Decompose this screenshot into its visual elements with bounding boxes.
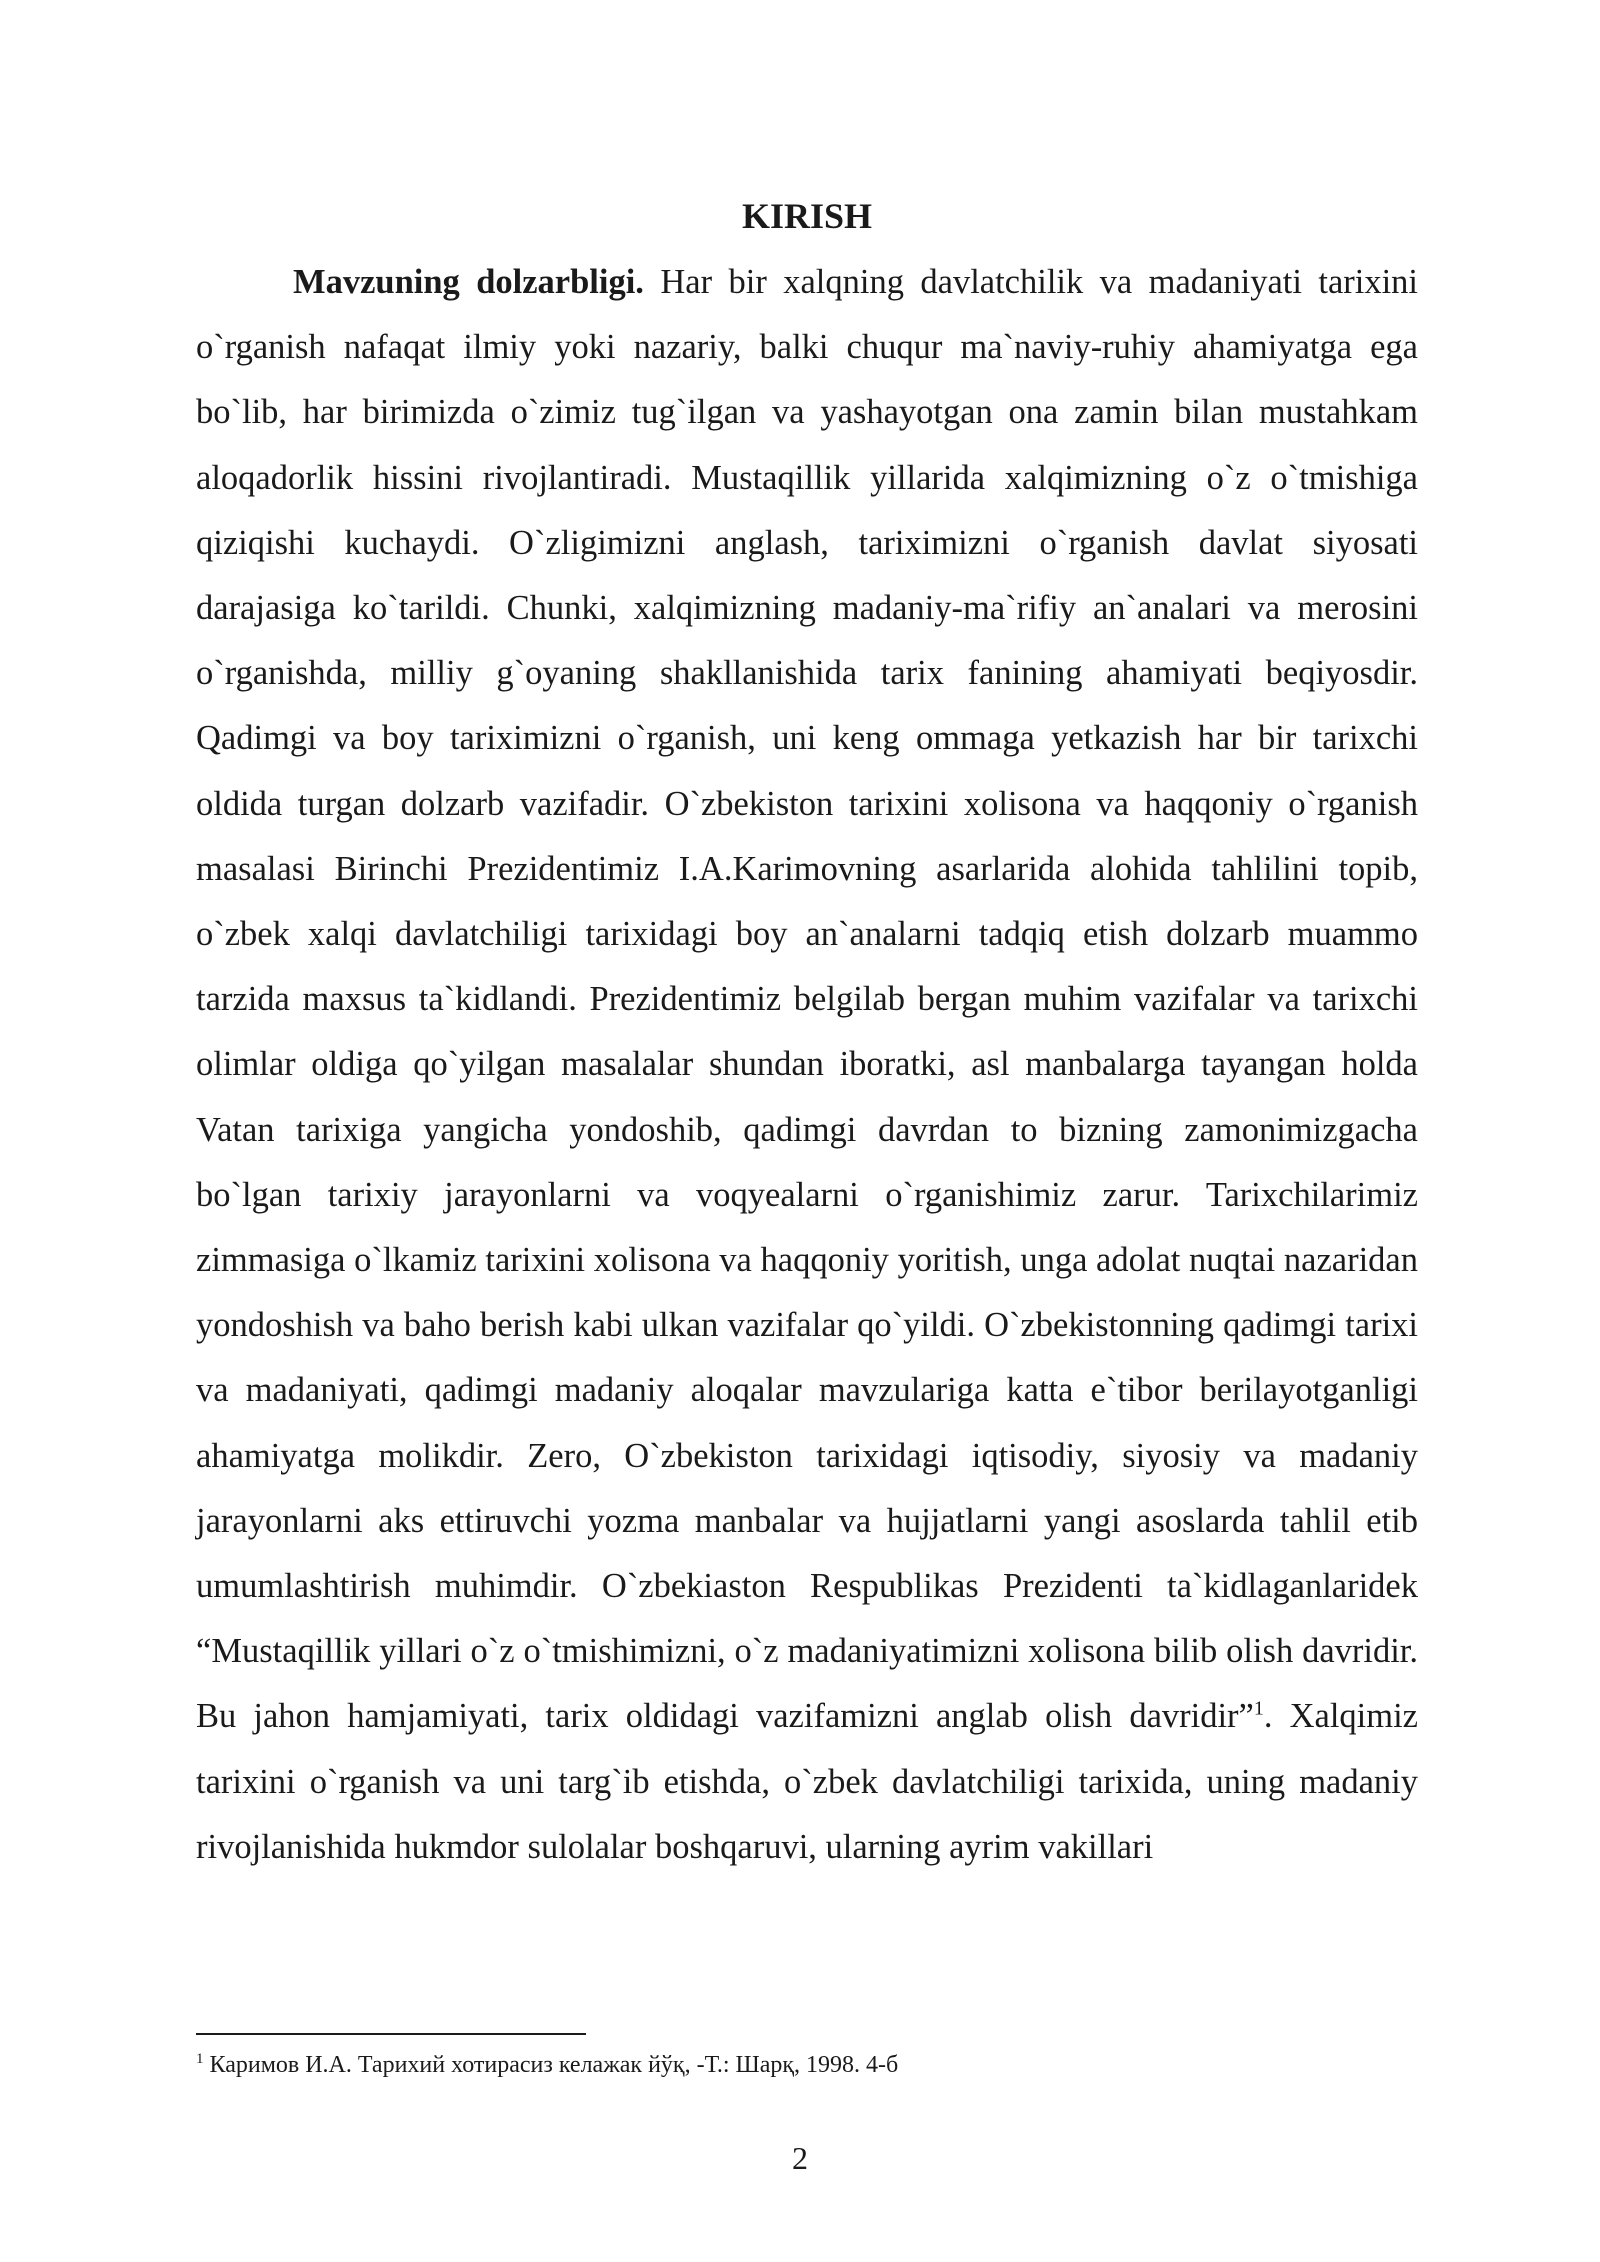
- section-heading: KIRISH: [741, 196, 873, 236]
- footnote-number: 1: [196, 2051, 204, 2067]
- body-paragraph: [196, 250, 1418, 1880]
- paragraph-lead: Mavzuning dolzarbligi.: [293, 263, 644, 301]
- paragraph-text-continued: . Xalqimiz tarixini o`rganish va uni targ`ib etishda, o`zbek davlatchiligi tarixida, uning madaniy rivojlanishida hukmdor sulolalar boshqaruvi, ularning ayrim vakillari: [196, 1697, 1418, 1866]
- page-number: 2: [792, 2140, 808, 2176]
- footnote-separator: [196, 2033, 586, 2035]
- footnote-reference[interactable]: 1: [1253, 1697, 1264, 1720]
- paragraph-text: Har bir xalqning davlatchilik va madaniyati tarixini o`rganish nafaqat ilmiy yoki nazariy, balki chuqur ma`naviy-ruhiy ahamiyatga ega bo`lib, har birimizda o`zimiz tug`ilgan va yashayotgan ona zamin bilan mustahkam aloqadorlik hissini rivojlantiradi. Mustaqillik yillarida xalqimizning o`z o`tmishiga qiziqishi kuchaydi. O`zligimizni anglash, tariximizni o`rganish davlat siyosati darajasiga ko`tarildi. Chunki, xalqimizning madaniy-ma`rifiy an`analari va merosini o`rganishda, milliy g`oyaning shakllanishida tarix fanining ahamiyati beqiyosdir. Qadimgi va boy tariximizni o`rganish, uni keng ommaga yetkazish har bir tarixchi oldida turgan dolzarb vazifadir. O`zbekiston tarixini xolisona va haqqoniy o`rganish masalasi Birinchi Prezidentimiz I.A.Karimovning asarlarida alohida tahlilini topib, o`zbek xalqi davlatchiligi tarixidagi boy an`analarni tadqiq etish dolzarb muammo tarzida maxsus ta`kidlandi. Prezidentimiz belgilab bergan muhim vazifalar va tarixchi olimlar oldiga qo`yilgan masalalar shundan iboratki, asl manbalarga tayangan holda Vatan tarixiga yangicha yondoshib, qadimgi davrdan to bizning zamonimizgacha bo`lgan tarixiy jarayonlarni va voqyealarni o`rganishimiz zarur. Tarixchilarimiz zimmasiga o`lkamiz tarixini xolisona va haqqoniy yoritish, unga adolat nuqtai nazaridan yondoshish va baho berish kabi ulkan vazifalar qo`yildi. O`zbekistonning qadimgi tarixi va madaniyati, qadimgi madaniy aloqalar mavzulariga katta e`tibor berilayotganligi ahamiyatga molikdir. Zero, O`zbekiston tarixidagi iqtisodiy, siyosiy va madaniy jarayonlarni aks ettiruvchi yozma manbalar va hujjatlarni yangi asoslarda tahlil etib umumlashtirish muhimdir. O`zbekiaston Respublikas Prezidenti ta`kidlaganlaridek “Mustaqillik yillari o`z o`tmishimizni, o`z madaniyatimizni xolisona bilib olish davridir. Bu jahon hamjamiyati, tarix oldidagi vazifamizni anglab olish davridir”: [196, 263, 1418, 1736]
- footnote: [196, 2049, 1418, 2081]
- footnote-text: Каримов И.А. Тарихий хотирасиз келажак йўқ, -Т.: Шарқ, 1998. 4-б: [203, 2052, 899, 2078]
